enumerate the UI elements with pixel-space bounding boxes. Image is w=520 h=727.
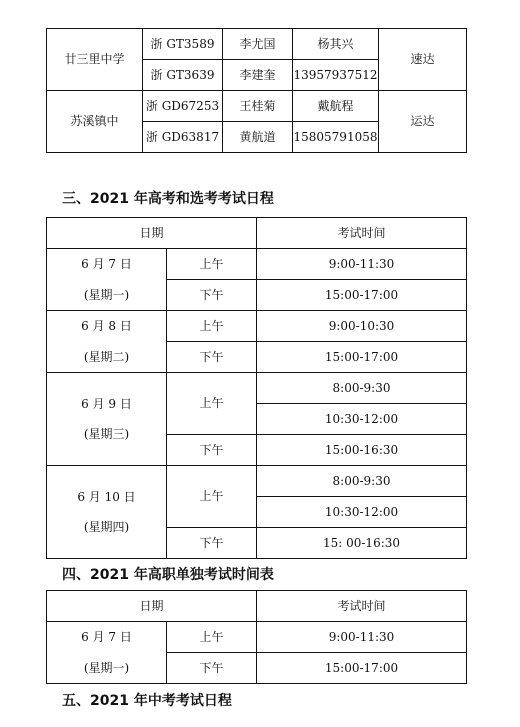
table-row (47, 249, 467, 280)
school-cell: 苏溪镇中 (47, 91, 143, 153)
table-row (47, 311, 467, 342)
company-cell: 运达 (379, 91, 467, 153)
time-cell: 9:00-11:30 (257, 622, 467, 653)
date-label: 6 月 7 日 (81, 630, 132, 645)
date-cell (47, 622, 167, 684)
table-row (47, 622, 467, 653)
weekday-label: (星期四) (83, 519, 130, 534)
time-cell: 8:00-9:30 (257, 466, 467, 497)
contact-name-cell: 杨其兴 (293, 29, 379, 60)
date-cell (47, 311, 167, 373)
weekday-label: (星期一) (83, 287, 130, 302)
contact-name-cell: 戴航程 (293, 91, 379, 122)
date-cell (47, 249, 167, 311)
school-cell: 廿三里中学 (47, 29, 143, 91)
plate-cell: 浙 GD67253 (143, 91, 223, 122)
table-row (47, 29, 467, 60)
date-label: 6 月 10 日 (77, 489, 136, 504)
date-label: 6 月 7 日 (81, 257, 132, 272)
weekday-label: (星期三) (83, 426, 130, 441)
session-cell: 上午 (167, 311, 257, 342)
table-header-row (47, 591, 467, 622)
time-cell: 9:00-11:30 (257, 249, 467, 280)
plate-cell: 浙 GT3639 (143, 60, 223, 91)
session-cell: 上午 (167, 249, 257, 280)
table-row (47, 373, 467, 404)
date-label: 6 月 9 日 (81, 396, 132, 411)
time-cell: 10:30-12:00 (257, 404, 467, 435)
time-cell: 8:00-9:30 (257, 373, 467, 404)
plate-cell: 浙 GD63817 (143, 122, 223, 153)
time-header: 考试时间 (257, 591, 467, 622)
contact-phone-cell: 13957937512 (293, 60, 379, 91)
session-cell: 上午 (167, 373, 257, 435)
table-row (47, 466, 467, 497)
driver-cell: 李尤国 (223, 29, 293, 60)
contact-phone-cell: 15805791058 (293, 122, 379, 153)
table-header-row (47, 218, 467, 249)
session-cell: 下午 (167, 528, 257, 559)
time-cell: 15:00-17:00 (257, 342, 467, 373)
table-row (47, 91, 467, 122)
time-cell: 9:00-10:30 (257, 311, 467, 342)
time-cell: 15:00-17:00 (257, 653, 467, 684)
time-cell: 15:00-16:30 (257, 435, 467, 466)
weekday-label: (星期一) (83, 660, 130, 675)
transport-table (46, 28, 467, 153)
gaokao-schedule-table (46, 217, 467, 559)
plate-cell: 浙 GT3589 (143, 29, 223, 60)
session-cell: 下午 (167, 435, 257, 466)
time-header: 考试时间 (257, 218, 467, 249)
session-cell: 上午 (167, 622, 257, 653)
date-label: 6 月 8 日 (81, 319, 132, 334)
driver-cell: 李建奎 (223, 60, 293, 91)
section-heading-zhongkao: 五、2021 年中考考试日程 (62, 693, 232, 709)
vocational-schedule-table (46, 590, 467, 684)
weekday-label: (星期二) (83, 349, 130, 364)
session-cell: 下午 (167, 342, 257, 373)
date-header: 日期 (47, 218, 257, 249)
time-cell: 15: 00-16:30 (257, 528, 467, 559)
date-cell (47, 373, 167, 466)
date-cell (47, 466, 167, 559)
driver-cell: 黄航道 (223, 122, 293, 153)
session-cell: 上午 (167, 466, 257, 528)
section-heading-vocational: 四、2021 年高职单独考试时间表 (62, 567, 274, 583)
driver-cell: 王桂菊 (223, 91, 293, 122)
date-header: 日期 (47, 591, 257, 622)
time-cell: 15:00-17:00 (257, 280, 467, 311)
time-cell: 10:30-12:00 (257, 497, 467, 528)
company-cell: 速达 (379, 29, 467, 91)
section-heading-gaokao: 三、2021 年高考和选考考试日程 (62, 191, 274, 207)
session-cell: 下午 (167, 280, 257, 311)
session-cell: 下午 (167, 653, 257, 684)
